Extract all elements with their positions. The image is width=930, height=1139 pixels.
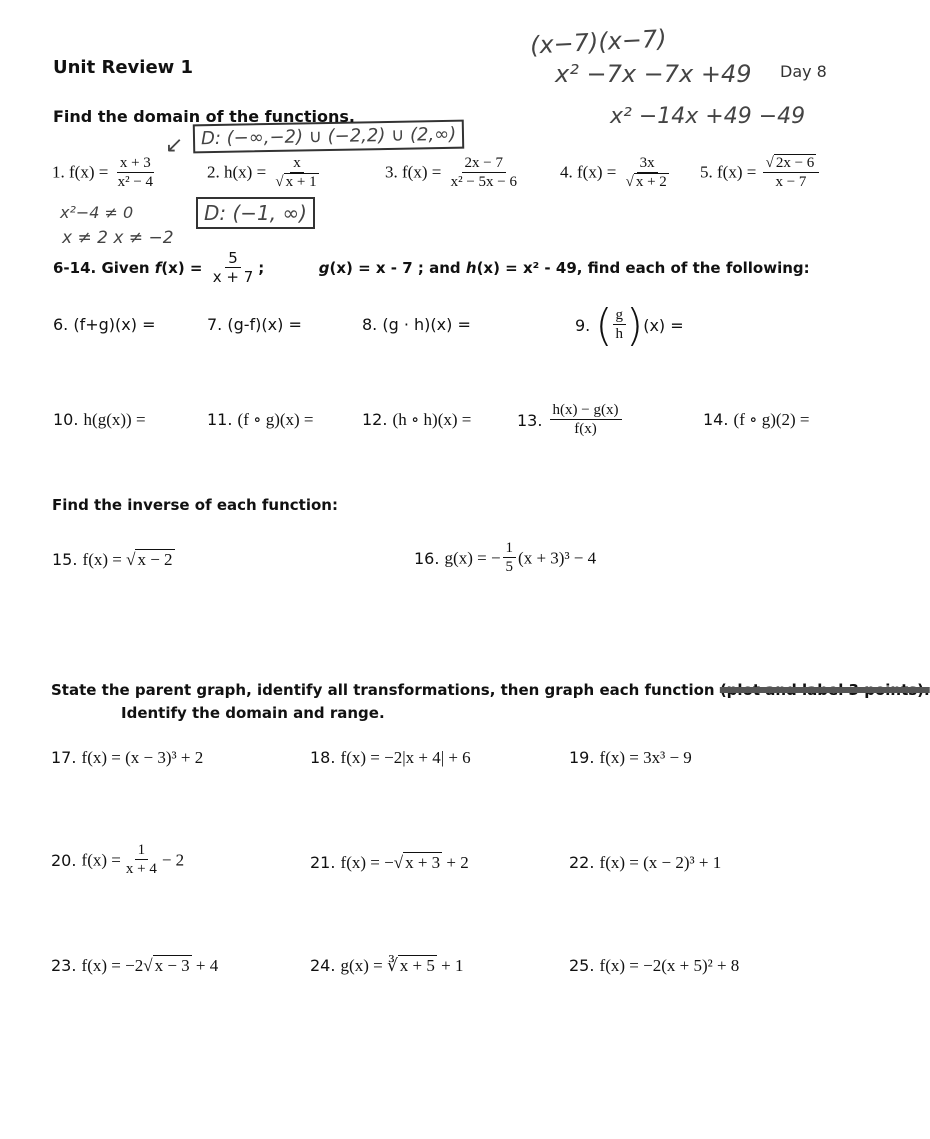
- section-inverse-heading: Find the inverse of each function:: [52, 496, 338, 514]
- problem-4: 4. f(x) = $\frac{3x}{√ x + 2}$: [560, 155, 667, 191]
- given-functions: 6-14. Given f(x) = $\frac{5}{x + 7}$ ; g(x) = x - 7 ; and h(x) = x² - 49, find each of the following:: [53, 249, 810, 287]
- page-title: Unit Review 1: [53, 57, 194, 78]
- handwriting-arrow: ↙: [165, 133, 184, 158]
- problem-3: 3. f(x) = $\frac{2x - 7}{\text{x² − 5x − 6}}$: [385, 155, 517, 191]
- handwriting-factor: (x−7)(x−7): [529, 24, 668, 60]
- problem-18: 18. f(x) = −2|x + 4| + 6: [310, 748, 471, 767]
- problem-7: 7. (g-f)(x) =: [207, 315, 302, 334]
- problem-14: 14. (f ∘ g)(2) =: [703, 410, 810, 429]
- problem-15: 15. f(x) = √ x − 2: [52, 550, 173, 569]
- section-graph-heading-2: Identify the domain and range.: [121, 704, 385, 722]
- section-domain-heading: Find the domain of the functions.: [53, 107, 355, 126]
- problem-25: 25. f(x) = −2(x + 5)² + 8: [569, 956, 740, 975]
- handwriting-work-1: x²−4 ≠ 0: [60, 203, 134, 222]
- problem-12: 12. (h ∘ h)(x) =: [362, 410, 472, 429]
- problem-10: 10. h(g(x)) =: [53, 410, 146, 429]
- handwriting-domain-answer-1: D: (−∞,−2) ∪ (−2,2) ∪ (2,∞): [193, 120, 465, 154]
- problem-21: 21. f(x) = −√ x + 3 + 2: [310, 853, 469, 872]
- problem-11: 11. (f ∘ g)(x) =: [207, 410, 314, 429]
- problem-5: 5. f(x) = $\frac{√ 2x - 6}{x - 7}$: [700, 155, 821, 192]
- handwriting-work-2: x ≠ 2 x ≠ −2: [62, 228, 174, 248]
- problem-23: 23. f(x) = −2√ x − 3 + 4: [51, 956, 219, 975]
- problem-19: 19. f(x) = 3x³ − 9: [569, 748, 692, 767]
- problem-6: 6. (f+g)(x) =: [53, 315, 156, 334]
- problem-20: 20. f(x) = $\frac{1}{x + 4}$ − 2: [51, 842, 185, 878]
- section-graph-heading: State the parent graph, identify all transformations, then graph each function (plot and label 3 points).: [51, 681, 930, 699]
- struck-instruction: (plot and label 3 points).: [719, 681, 930, 699]
- problem-8: 8. (g · h)(x) =: [362, 315, 471, 334]
- problem-24: 24. g(x) = ∛ x + 5 + 1: [310, 956, 464, 975]
- problem-13: 13. $\frac{h(x) - g(x)}{f(x)}$: [517, 402, 624, 439]
- problem-2: 2. h(x) = $\frac{x}{√ x + 1}$: [207, 155, 317, 191]
- handwriting-domain-answer-2: D: (−1, ∞): [196, 197, 315, 229]
- problem-1: 1. f(x) = $\frac{x + 3}{\text{x² − 4}}$: [52, 155, 154, 191]
- problem-17: 17. f(x) = (x − 3)³ + 2: [51, 748, 204, 767]
- problem-22: 22. f(x) = (x − 2)³ + 1: [569, 853, 722, 872]
- handwriting-simplify: x² −14x +49 −49: [610, 104, 806, 129]
- handwriting-expand: x² −7x −7x +49: [555, 60, 752, 88]
- problem-9: 9. ( $\frac{g}{h}$ )(x) =: [575, 300, 684, 351]
- day-label: Day 8: [780, 62, 827, 81]
- problem-16: 16. g(x) = − $\frac{1}{5}$ (x + 3)³ − 4: [414, 540, 597, 576]
